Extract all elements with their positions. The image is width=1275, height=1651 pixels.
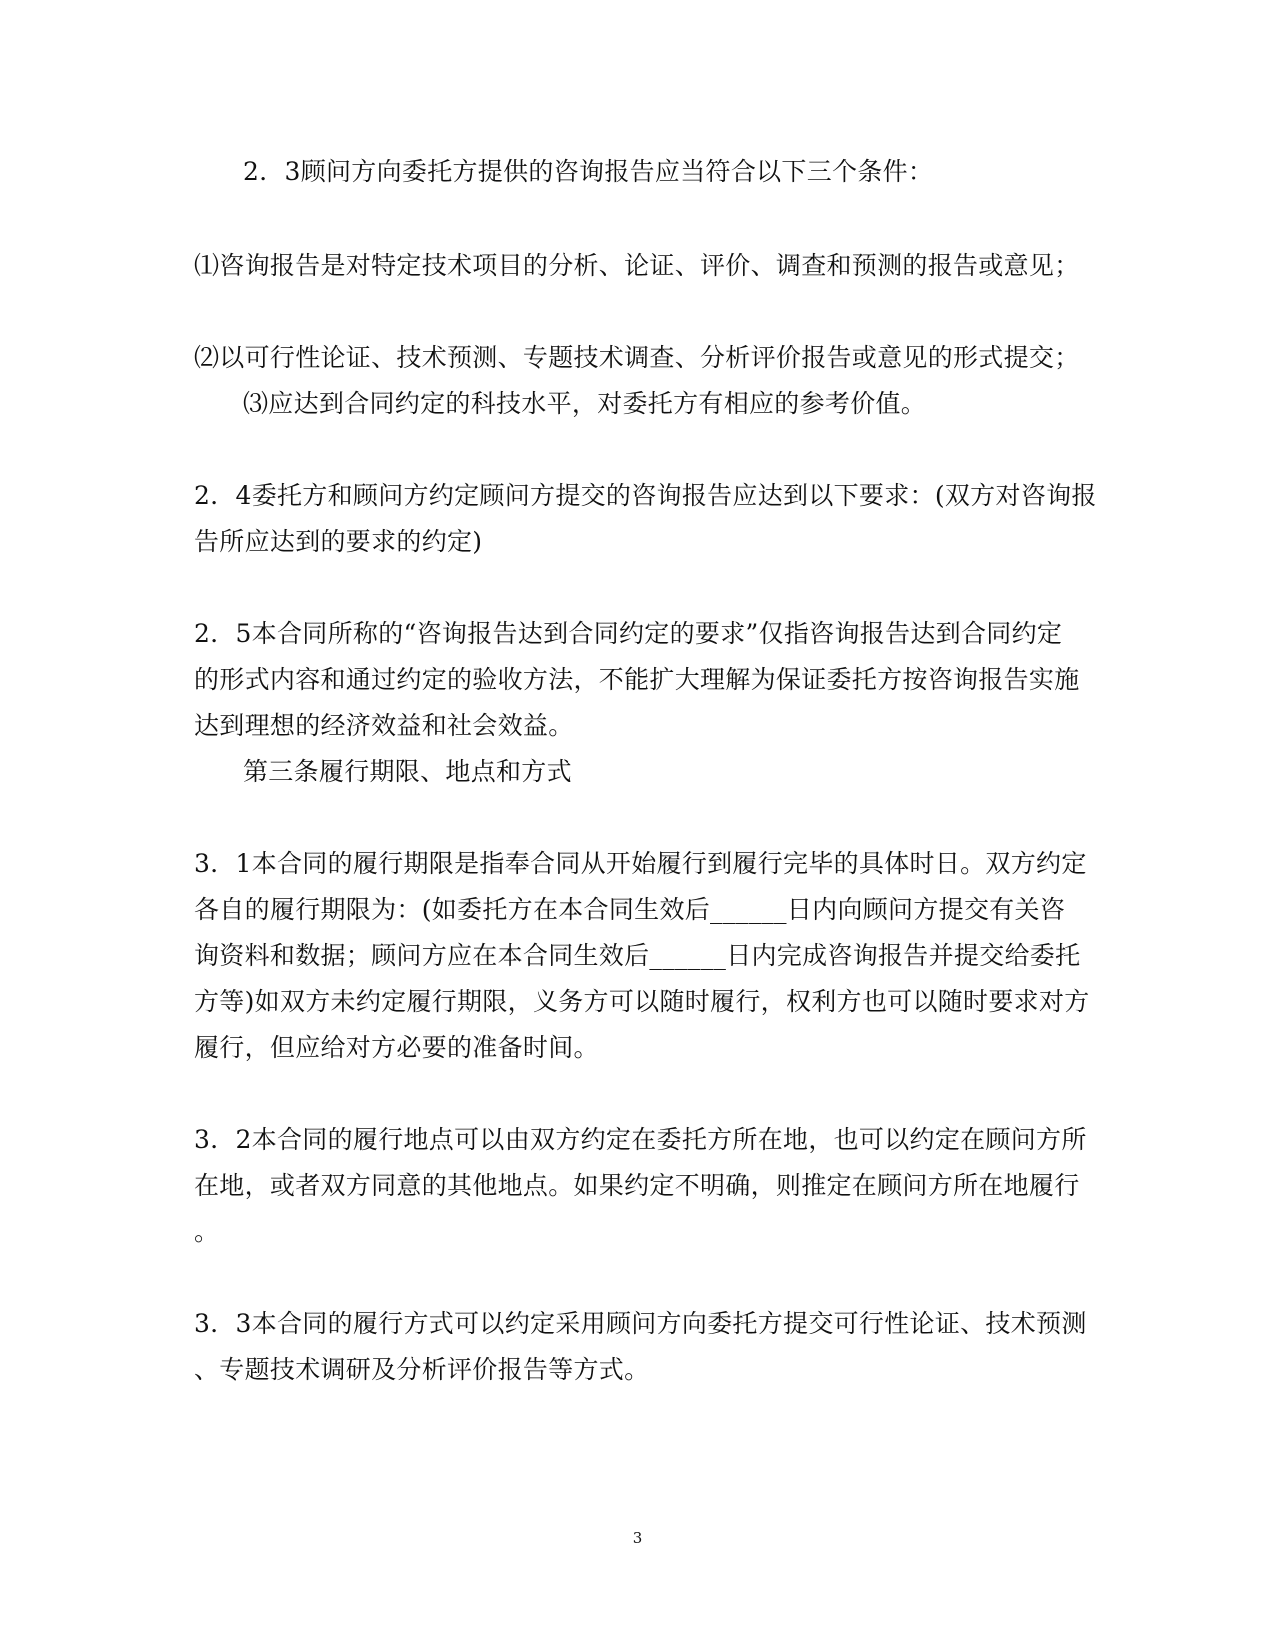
clause-3-1-line-1: 3．1本合同的履行期限是指奉合同从开始履行到履行完毕的具体时日。双方约定	[194, 849, 1087, 878]
clause-3-1-line-4: 方等)如双方未约定履行期限，义务方可以随时履行，权利方也可以随时要求对方	[194, 987, 1090, 1016]
clause-3-1-line-5: 履行，但应给对方必要的准备时间。	[194, 1033, 599, 1062]
clause-3-3-line-1: 3．3本合同的履行方式可以约定采用顾问方向委托方提交可行性论证、技术预测	[194, 1309, 1087, 1338]
condition-1: ⑴咨询报告是对特定技术项目的分析、论证、评价、调查和预测的报告或意见；	[194, 251, 1080, 280]
condition-2: ⑵以可行性论证、技术预测、专题技术调查、分析评价报告或意见的形式提交；	[194, 343, 1080, 372]
condition-3: ⑶应达到合同约定的科技水平，对委托方有相应的参考价值。	[243, 389, 927, 418]
clause-3-1-line-3: 询资料和数据；顾问方应在本合同生效后______日内完成咨询报告并提交给委托	[194, 941, 1081, 970]
article-3-heading: 第三条履行期限、地点和方式	[243, 757, 572, 786]
clause-3-2-line-2: 在地，或者双方同意的其他地点。如果约定不明确，则推定在顾问方所在地履行	[194, 1171, 1080, 1200]
page-number: 3	[632, 1529, 643, 1547]
clause-2-4-line-2: 告所应达到的要求的约定)	[194, 527, 483, 556]
clause-3-1-line-2: 各自的履行期限为：(如委托方在本合同生效后______日内向顾问方提交有关咨	[194, 895, 1066, 924]
clause-2-5-line-2: 的形式内容和通过约定的验收方法，不能扩大理解为保证委托方按咨询报告实施	[194, 665, 1080, 694]
clause-3-2-line-1: 3．2本合同的履行地点可以由双方约定在委托方所在地，也可以约定在顾问方所	[194, 1125, 1087, 1154]
clause-2-4-line-1: 2．4委托方和顾问方约定顾问方提交的咨询报告应达到以下要求：(双方对咨询报	[194, 481, 1097, 510]
clause-2-3-heading: 2．3顾问方向委托方提供的咨询报告应当符合以下三个条件：	[243, 157, 934, 186]
clause-2-5-line-1: 2．5本合同所称的“咨询报告达到合同约定的要求”仅指咨询报告达到合同约定	[194, 619, 1063, 648]
clause-3-3-line-2: 、专题技术调研及分析评价报告等方式。	[194, 1355, 650, 1384]
clause-2-5-line-3: 达到理想的经济效益和社会效益。	[194, 711, 574, 740]
clause-3-2-line-3: 。	[194, 1217, 220, 1246]
